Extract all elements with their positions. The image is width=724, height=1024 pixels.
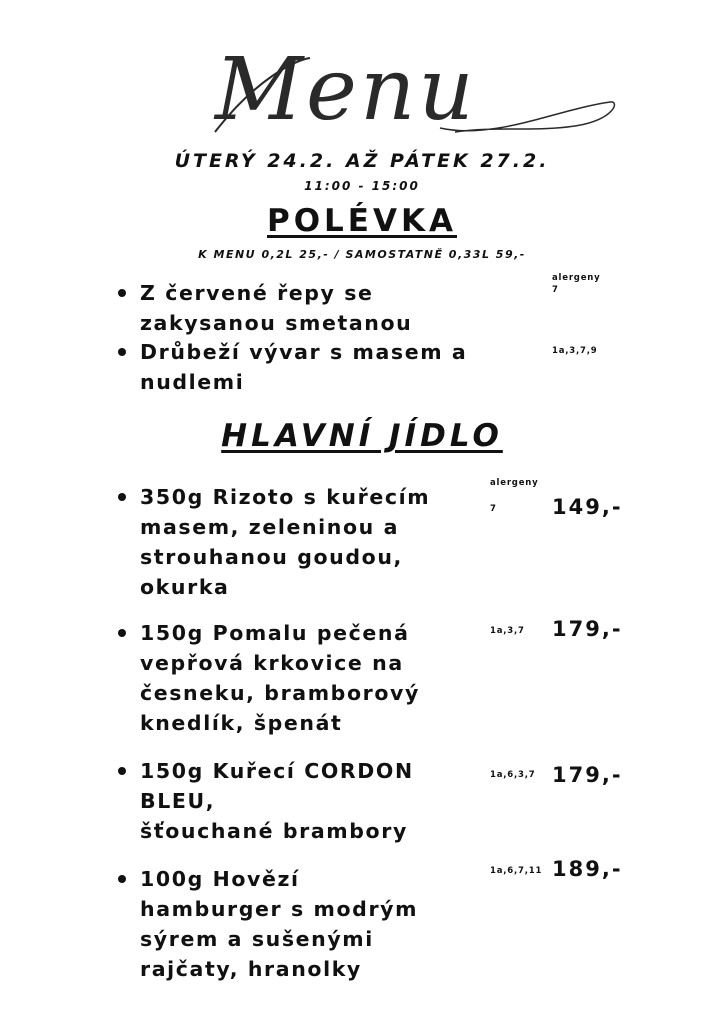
main-allergen-header: alergeny xyxy=(490,478,539,488)
soup-section-title: POLÉVKA xyxy=(266,203,457,239)
main-item-text: 150g Kuřecí CORDON BLEU, šťouchané brambory xyxy=(140,759,414,843)
main-item-text: 100g Hovězí hamburger s modrým sýrem a sušenými rajčaty, hranolky xyxy=(140,867,419,981)
main-item-text: 350g Rizoto s kuřecím masem, zeleninou a strouhanou goudou, okurka xyxy=(140,485,431,599)
main-item-price: 189,- xyxy=(552,857,623,881)
menu-logo xyxy=(195,40,625,150)
main-item-allergens: 1a,3,7 xyxy=(490,626,525,636)
soup-item-allergens: 7 xyxy=(552,285,559,295)
main-item-allergens: 1a,6,7,11 xyxy=(490,866,543,876)
logo-text: Menu xyxy=(215,40,477,140)
bullet-icon xyxy=(118,289,126,297)
main-item-allergens: 1a,6,3,7 xyxy=(490,770,536,780)
main-item-price: 179,- xyxy=(552,617,623,641)
bullet-icon xyxy=(118,629,126,637)
date-range: ÚTERÝ 24.2. AŽ PÁTEK 27.2. xyxy=(174,150,550,172)
bullet-icon xyxy=(118,875,126,883)
bullet-icon xyxy=(118,348,126,356)
main-item-price: 179,- xyxy=(552,763,623,787)
soup-item-allergens: 1a,3,7,9 xyxy=(552,346,598,356)
bullet-icon xyxy=(118,767,126,775)
soup-allergen-header: alergeny xyxy=(552,273,601,283)
opening-hours: 11:00 - 15:00 xyxy=(304,179,420,193)
main-section-title: HLAVNÍ JÍDLO xyxy=(221,418,503,454)
main-item-allergens: 7 xyxy=(490,504,497,514)
soup-price-note: K MENU 0,2L 25,- / SAMOSTATNĚ 0,33L 59,- xyxy=(198,248,526,261)
main-item-price: 149,- xyxy=(552,495,623,519)
bullet-icon xyxy=(118,493,126,501)
main-item-text: 150g Pomalu pečená vepřová krkovice na česneku, bramborový knedlík, špenát xyxy=(140,621,420,735)
soup-item-text: Z červené řepy se zakysanou smetanou xyxy=(140,281,413,335)
soup-item-text: Drůbeží vývar s masem a nudlemi xyxy=(140,340,468,394)
